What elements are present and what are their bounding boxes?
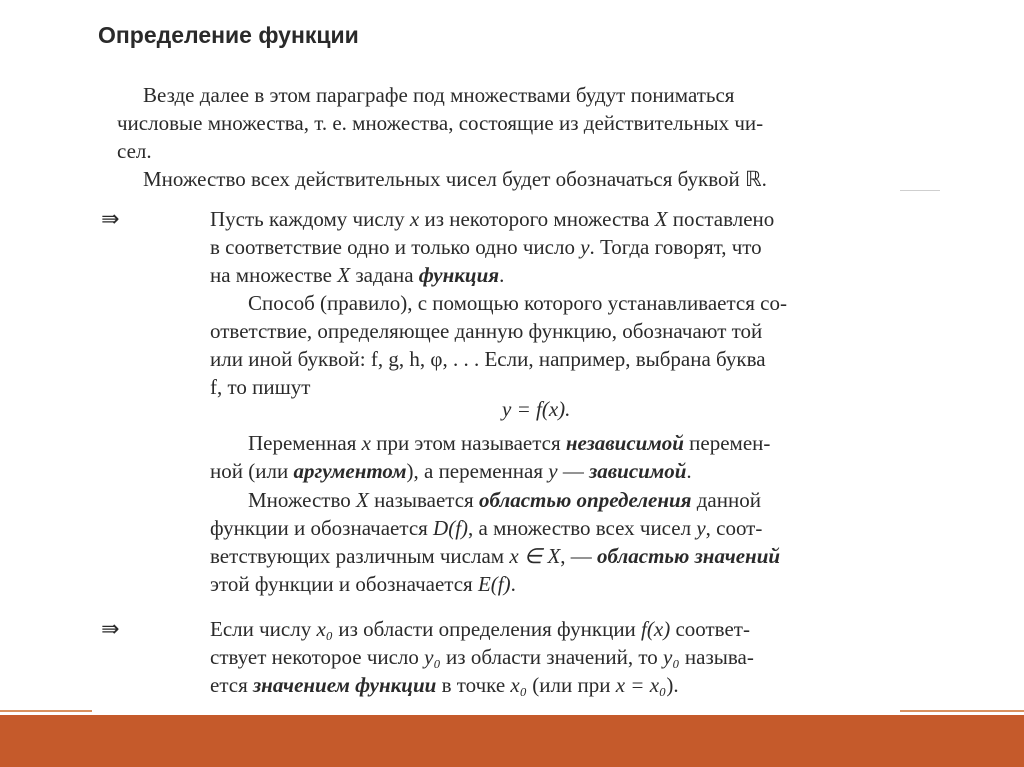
def1-line-2: в соответствие одно и только одно число y. Тогда говорят, что — [210, 235, 762, 259]
def1-p4-line-4: этой функции и обозначается E(f). — [210, 572, 516, 596]
footer-band — [0, 715, 1024, 767]
def2-line-3: ется значением функции в точке x₀ (или при x = x₀). — [210, 673, 679, 697]
def1-p3-line-2: ной (или аргументом), а переменная y — зависимой. — [210, 459, 692, 483]
def1-p2-line-3: или иной буквой: f, g, h, φ, . . . Если, например, выбрана буква — [210, 347, 766, 371]
divider — [900, 190, 940, 191]
formula: y = f(x). — [502, 397, 571, 421]
def2-line-1: Если числу x₀ из области определения функции f(x) соответ- — [210, 617, 750, 641]
intro-line-1: Везде далее в этом параграфе под множествами будут пониматься — [143, 83, 735, 107]
def1-line-3: на множестве X задана функция. — [210, 263, 505, 287]
page-title: Определение функции — [98, 22, 359, 48]
intro-line-3: сел. — [117, 139, 152, 163]
def2-line-2: ствует некоторое число y₀ из области значений, то y₀ называ- — [210, 645, 754, 669]
def1-p2-line-2: ответствие, определяющее данную функцию, обозначают той — [210, 319, 763, 343]
def1-p4-line-2: функции и обозначается D(f), а множество всех чисел y, соот- — [210, 516, 763, 540]
def1-p3-line-1: Переменная x при этом называется независимой перемен- — [248, 431, 771, 455]
def1-p2-line-1: Способ (правило), с помощью которого устанавливается со- — [248, 291, 787, 315]
def1-p4-line-3: ветствующих различным числам x ∈ X, — областью значений — [210, 544, 781, 568]
intro-line-2: числовые множества, т. е. множества, состоящие из действительных чи- — [117, 111, 764, 135]
def1-p2-line-4: f, то пишут — [210, 375, 311, 399]
intro-line-4: Множество всех действительных чисел будет обозначаться буквой ℝ. — [143, 167, 767, 191]
def1-line-1: Пусть каждому числу x из некоторого множества X поставлено — [210, 207, 775, 231]
implies-arrow-icon: ⇛ — [101, 207, 120, 232]
def1-p4-line-1: Множество X называется областью определения данной — [248, 488, 761, 512]
implies-arrow-icon: ⇛ — [101, 617, 120, 642]
